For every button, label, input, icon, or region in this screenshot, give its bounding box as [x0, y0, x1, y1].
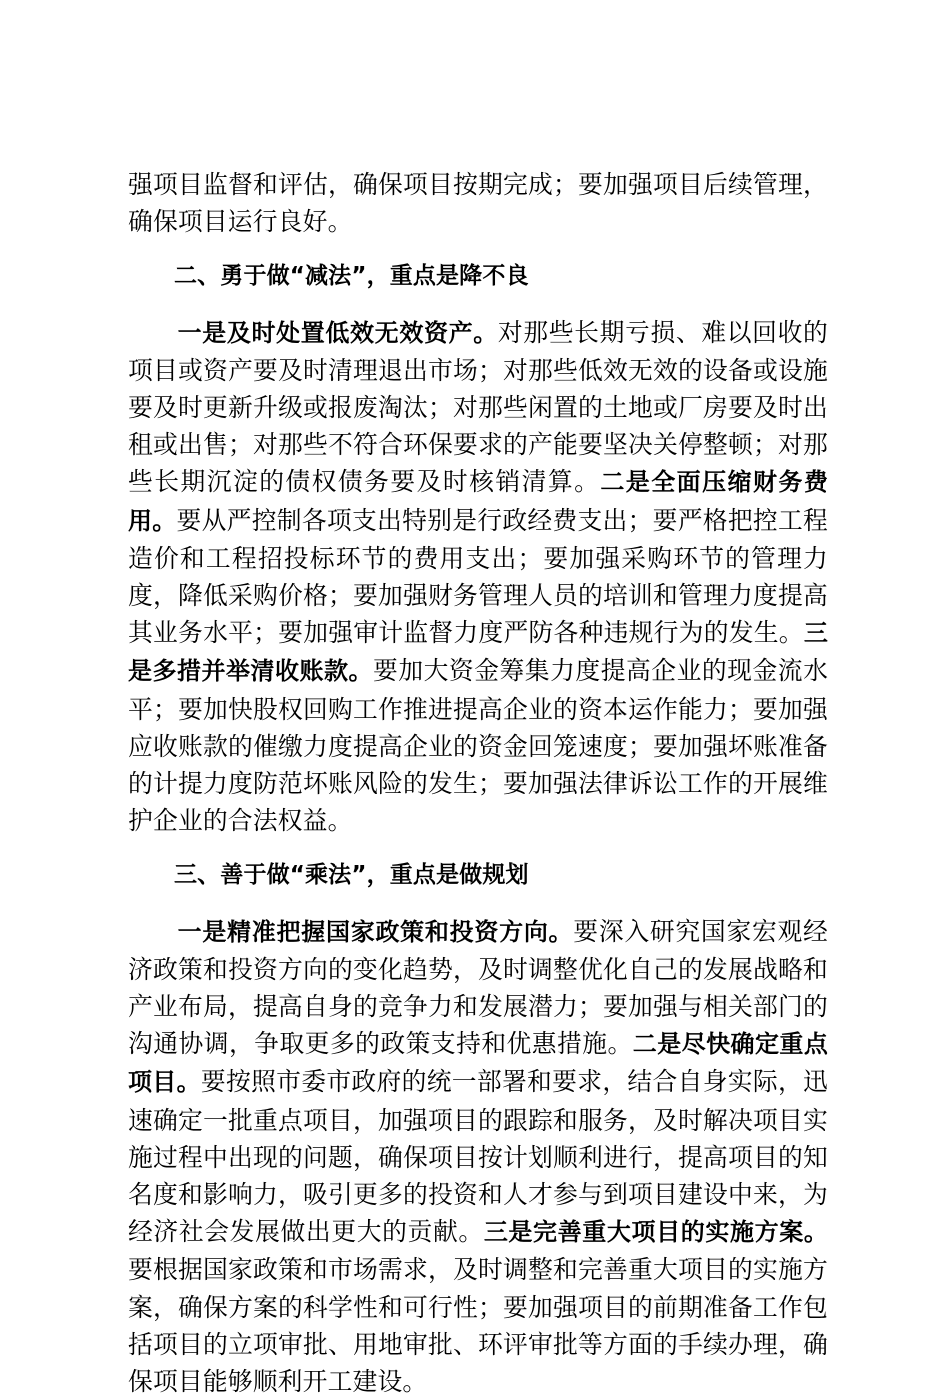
- section-3-point-2-text: 要按照市委市政府的统一部署和要求，结合自身实际，迅速确定一批重点项目，加强项目的跟踪和服务，及时解决项目实施过程中出现的问题，确保项目按计划顺利进行，提高项目的知名度和影响力，吸引更多的投资和人才参与到项目建设中来，为经济社会发展做出更大的贡献。: [128, 1067, 828, 1247]
- section-2-point-1-lead: 一是及时处置低效无效资产。: [177, 318, 498, 347]
- section-3-point-3-text: 要根据国家政策和市场需求，及时调整和完善重大项目的实施方案，确保方案的科学性和可行性；要加强项目的前期准备工作包括项目的立项审批、用地审批、环评审批等方面的手续办理，确保项目能够顺利开工建设。: [128, 1255, 828, 1397]
- section-2-body: [128, 314, 828, 840]
- section-3-point-2-lead: 二是尽快确定重点项目。: [128, 1030, 828, 1097]
- section-3-body: [128, 913, 828, 1400]
- section-2-heading: 二、勇于做“减法”，重点是降不良: [174, 263, 529, 290]
- section-3-heading: 三、善于做“乘法”，重点是做规划: [174, 862, 529, 889]
- section-2-point-3-lead: 三是多措并举清收账款。: [128, 619, 828, 686]
- section-3-point-1-lead: 一是精准把握国家政策和投资方向。: [177, 917, 574, 946]
- section-2-point-1-text: 对那些长期亏损、难以回收的项目或资产要及时清理退出市场；对那些低效无效的设备或设施要及时更新升级或报废淘汰；对那些闲置的土地或厂房要及时出租或出售；对那些不符合环保要求的产能要坚决关停整顿；对那些长期沉淀的债权债务要及时核销清算。: [128, 317, 828, 497]
- section-2-point-2-lead: 二是全面压缩财务费用。: [128, 468, 828, 535]
- section-3-point-1-text: 要深入研究国家宏观经济政策和投资方向的变化趋势，及时调整优化自己的发展战略和产业布局，提高自身的竞争力和发展潜力；要加强与相关部门的沟通协调，争取更多的政策支持和优惠措施。: [128, 916, 828, 1059]
- section-2-point-2-text: 要从严控制各项支出特别是行政经费支出；要严格把控工程造价和工程招投标环节的费用支出；要加强采购环节的管理力度，降低采购价格；要加强财务管理人员的培训和管理力度提高其业务水平；要加强审计监督力度严防各种违规行为的发生。: [128, 505, 828, 648]
- document-page: [128, 166, 828, 1400]
- section-2-point-3-text: 要加大资金筹集力度提高企业的现金流水平；要加快股权回购工作推进提高企业的资本运作能力；要加强应收账款的催缴力度提高企业的资金回笼速度；要加强坏账准备的计提力度防范坏账风险的发生；要加强法律诉讼工作的开展维护企业的合法权益。: [128, 656, 829, 836]
- intro-paragraph: 强项目监督和评估，确保项目按期完成；要加强项目后续管理，确保项目运行良好。: [128, 170, 828, 237]
- section-3-point-3-lead: 三是完善重大项目的实施方案。: [483, 1218, 828, 1247]
